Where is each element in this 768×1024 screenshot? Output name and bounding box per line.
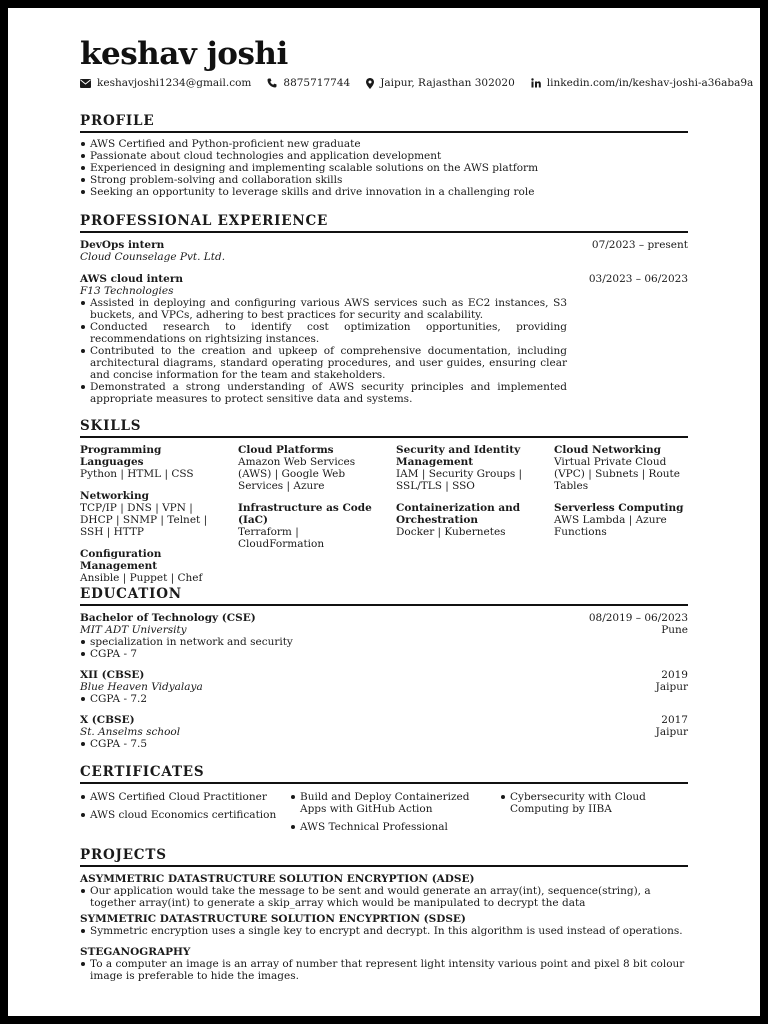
list-item: Seeking an opportunity to leverage skills and drive innovation in a challenging role xyxy=(80,186,688,198)
skills-column xyxy=(554,444,688,594)
certificates-column xyxy=(290,791,500,839)
contact-location xyxy=(366,77,515,89)
skill-category xyxy=(80,548,228,584)
certificates-grid xyxy=(80,791,688,839)
job-dates: 07/2023 – present xyxy=(591,239,688,251)
list-item: Demonstrated a strong understanding of AWS security principles and implemented appropriate measures to protect sensitive data and systems. xyxy=(80,381,567,405)
degree: XII (CBSE) xyxy=(80,669,145,681)
skill-category-name: Containerization and Orchestration xyxy=(396,502,521,526)
project-entry xyxy=(80,913,688,937)
skill-category-name: Networking xyxy=(80,490,149,502)
school: St. Anselms school xyxy=(80,726,181,738)
project-bullets xyxy=(80,925,688,937)
project-bullets xyxy=(80,885,688,909)
profile-list xyxy=(80,138,688,198)
list-item: CGPA - 7.2 xyxy=(80,693,688,705)
skill-category-value: Docker | Kubernetes xyxy=(396,526,506,538)
skill-category xyxy=(554,502,688,538)
contact-phone[interactable] xyxy=(267,77,350,89)
list-item: Assisted in deploying and configuring various AWS services such as EC2 instances, S3 buckets, and VPCs, adhering to best practices for security and scalability. xyxy=(80,297,567,321)
profile-section xyxy=(80,113,688,198)
job-entry xyxy=(80,273,688,405)
certificates-section xyxy=(80,764,688,839)
skill-category-value: IAM | Security Groups | SSL/TLS | SSO xyxy=(396,468,523,492)
certificate-item: Build and Deploy Containerized Apps with GitHub Action xyxy=(290,791,488,815)
list-item: Our application would take the message to be sent and would generate an array(int), sequence(string), a together array(int) to generate a skip_array which would be manipulated to decrypt the data xyxy=(80,885,688,909)
skill-category xyxy=(396,444,544,492)
list-item: CGPA - 7.5 xyxy=(80,738,688,750)
resume-page xyxy=(8,8,760,1016)
section-title-education: EDUCATION xyxy=(80,586,688,606)
certificates-column xyxy=(80,791,290,839)
certificates-column xyxy=(500,791,688,839)
skill-category-name: Serverless Computing xyxy=(554,502,684,514)
skill-category xyxy=(396,502,544,538)
list-item: CGPA - 7 xyxy=(80,648,688,660)
project-title: ASYMMETRIC DATASTRUCTURE SOLUTION ENCRYPTION (ADSE) xyxy=(80,873,475,885)
job-company: Cloud Counselage Pvt. Ltd. xyxy=(80,251,226,263)
skill-category-value: Python | HTML | CSS xyxy=(80,468,194,480)
contact-bar xyxy=(80,76,754,90)
list-item: Conducted research to identify cost optimization opportunities, providing recommendations on rightsizing instances. xyxy=(80,321,567,345)
contact-linkedin[interactable] xyxy=(531,77,754,89)
skill-category xyxy=(80,444,228,480)
job-role: DevOps intern xyxy=(80,239,165,251)
candidate-name: keshav joshi xyxy=(80,36,288,72)
education-bullets xyxy=(80,636,688,660)
list-item: specialization in network and security xyxy=(80,636,688,648)
job-bullets xyxy=(80,297,567,405)
skill-category-name: Security and Identity Management xyxy=(396,444,521,468)
certificate-item: Cybersecurity with Cloud Computing by IIBA xyxy=(500,791,688,815)
skill-category-value: Ansible | Puppet | Chef xyxy=(80,572,203,584)
section-title-skills: SKILLS xyxy=(80,418,688,438)
email-text: keshavjoshi1234@gmail.com xyxy=(97,77,252,89)
skills-column xyxy=(396,444,554,594)
certificate-item: AWS Certified Cloud Practitioner xyxy=(80,791,278,803)
section-title-experience: PROFESSIONAL EXPERIENCE xyxy=(80,213,688,233)
skill-category xyxy=(554,444,688,492)
linkedin-text: linkedin.com/in/keshav-joshi-a36aba9a xyxy=(546,77,754,89)
phone-text: 8875717744 xyxy=(283,77,351,89)
job-company: F13 Technologies xyxy=(80,285,174,297)
certificate-item: AWS Technical Professional xyxy=(290,821,488,833)
skill-category-name: Infrastructure as Code (IaC) xyxy=(238,502,372,526)
education-bullets xyxy=(80,738,688,750)
education-place: Jaipur xyxy=(655,681,688,693)
experience-section xyxy=(80,213,688,405)
skill-category-name: Configuration Management xyxy=(80,548,162,572)
project-entry xyxy=(80,873,688,909)
certificates-list xyxy=(290,791,488,833)
skill-category-name: Cloud Platforms xyxy=(238,444,334,456)
degree: X (CBSE) xyxy=(80,714,135,726)
school: MIT ADT University xyxy=(80,624,187,636)
project-title: SYMMETRIC DATASTRUCTURE SOLUTION ENCYPRTION (SDSE) xyxy=(80,913,466,925)
education-place: Jaipur xyxy=(655,726,688,738)
education-place: Pune xyxy=(661,624,688,636)
projects-section xyxy=(80,847,688,982)
education-dates: 2019 xyxy=(661,669,688,681)
section-title-certificates: CERTIFICATES xyxy=(80,764,688,784)
skill-category xyxy=(80,490,228,538)
job-entry xyxy=(80,239,688,263)
list-item: Experienced in designing and implementing scalable solutions on the AWS platform xyxy=(80,162,688,174)
phone-icon xyxy=(267,78,277,88)
linkedin-icon xyxy=(531,78,541,88)
education-bullets xyxy=(80,693,688,705)
list-item: AWS Certified and Python-proficient new graduate xyxy=(80,138,688,150)
section-title-projects: PROJECTS xyxy=(80,847,688,867)
project-title: STEGANOGRAPHY xyxy=(80,946,191,958)
contact-email[interactable] xyxy=(80,77,251,89)
list-item: Symmetric encryption uses a single key to encrypt and decrypt. In this algorithm is used instead of operations. xyxy=(80,925,688,937)
skills-column xyxy=(80,444,238,594)
job-dates: 03/2023 – 06/2023 xyxy=(588,273,688,285)
skills-section xyxy=(80,418,688,594)
education-dates: 2017 xyxy=(661,714,688,726)
envelope-icon xyxy=(80,79,91,88)
list-item: To a computer an image is an array of number that represent light intensity various point and pixel 8 bit colour image is preferable to hide the images. xyxy=(80,958,688,982)
skills-grid xyxy=(80,444,688,594)
certificates-list xyxy=(80,791,278,821)
education-entry xyxy=(80,714,688,750)
education-entry xyxy=(80,612,688,660)
job-role: AWS cloud intern xyxy=(80,273,183,285)
location-text: Jaipur, Rajasthan 302020 xyxy=(380,77,515,89)
list-item: Contributed to the creation and upkeep of comprehensive documentation, including architectural diagrams, standard operating procedures, and user guides, ensuring clear and concise information for the team and stakeholders. xyxy=(80,345,567,381)
project-bullets xyxy=(80,958,688,982)
skill-category-name: Programming Languages xyxy=(80,444,162,468)
education-entry xyxy=(80,669,688,705)
education-dates: 08/2019 – 06/2023 xyxy=(588,612,688,624)
certificates-list xyxy=(500,791,688,815)
education-section xyxy=(80,586,688,750)
school: Blue Heaven Vidyalaya xyxy=(80,681,203,693)
skills-column xyxy=(238,444,396,594)
list-item: Strong problem-solving and collaboration skills xyxy=(80,174,688,186)
location-pin-icon xyxy=(366,78,374,89)
list-item: Passionate about cloud technologies and application development xyxy=(80,150,688,162)
skill-category-value: AWS Lambda | Azure Functions xyxy=(554,514,667,538)
skill-category-value: Terraform | CloudFormation xyxy=(238,526,325,550)
skill-category-value: Amazon Web Services (AWS) | Google Web Services | Azure xyxy=(238,456,356,492)
section-title-profile: PROFILE xyxy=(80,113,688,133)
degree: Bachelor of Technology (CSE) xyxy=(80,612,256,624)
skill-category xyxy=(238,444,386,492)
skill-category-name: Cloud Networking xyxy=(554,444,661,456)
skill-category-value: Virtual Private Cloud (VPC) | Subnets | Route Tables xyxy=(554,456,680,492)
project-entry xyxy=(80,946,688,982)
skill-category xyxy=(238,502,386,550)
certificate-item: AWS cloud Economics certification xyxy=(80,809,278,821)
resume-content xyxy=(80,36,754,982)
skill-category-value: TCP/IP | DNS | VPN | DHCP | SNMP | Telnet | SSH | HTTP xyxy=(80,502,208,538)
